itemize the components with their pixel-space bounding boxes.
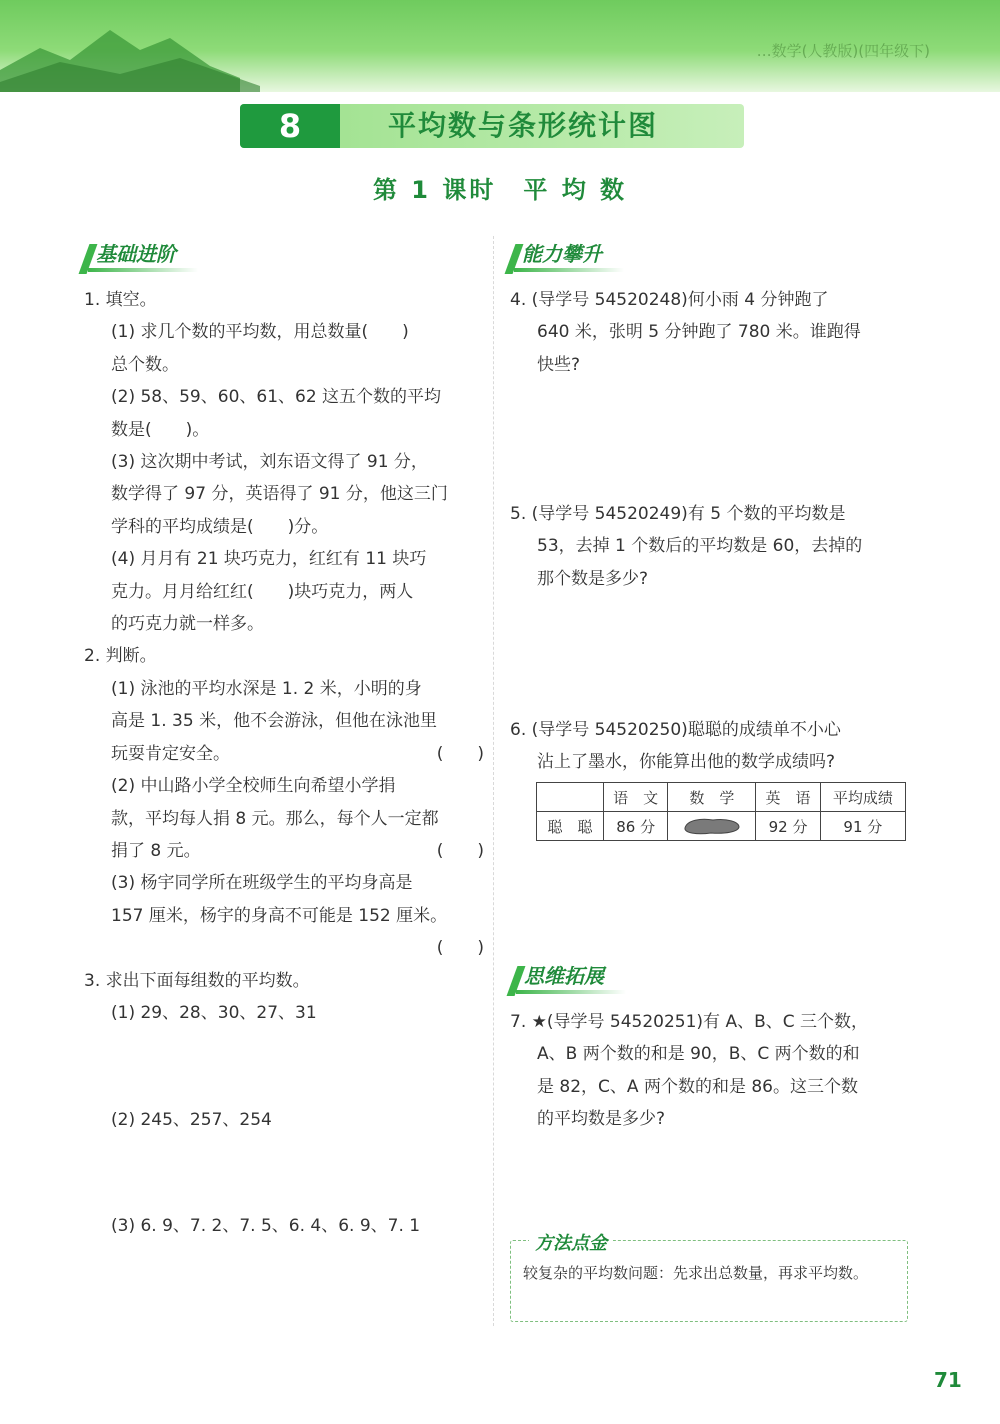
table-cell: 91 分 (820, 812, 905, 841)
q3-title: 3. 求出下面每组数的平均数。 (84, 970, 310, 991)
table-cell: 86 分 (604, 812, 668, 841)
table-header-cell: 英 语 (756, 783, 820, 812)
section-basic-title: 基础进阶 (96, 242, 176, 266)
q7 (510, 1006, 910, 1136)
q3-2: (2) 245、257、254 (111, 1110, 272, 1130)
q3-3-wrap (84, 1210, 484, 1242)
q7-line4: 的平均数是多少? (537, 1109, 666, 1130)
q1-4-line3: 的巧克力就一样多。 (111, 614, 264, 635)
q1-3-line1: (3) 这次期中考试，刘东语文得了 91 分， (111, 452, 428, 473)
q6-line2: 沾上了墨水，你能算出他的数学成绩吗? (537, 752, 836, 773)
table-row (537, 812, 906, 841)
section-thinking-title: 思维拓展 (524, 964, 604, 988)
q2-2-line2: 款，平均每人捐 8 元。那么，每个人一定都 (111, 808, 439, 829)
q4 (510, 284, 910, 381)
q6 (510, 714, 910, 779)
q1-2-line2: 数是( )。 (111, 419, 210, 440)
q4-line2: 640 米，张明 5 分钟跑了 780 米。谁跑得 (537, 322, 861, 343)
q2-2-answer-paren[interactable]: ( ) (436, 840, 484, 861)
q5 (510, 498, 910, 595)
q6-line1: 6. (导学号 54520250)聪聪的成绩单不小心 (510, 720, 841, 740)
chapter-header (240, 104, 744, 148)
q1-2-line1: (2) 58、59、60、61、62 这五个数的平均 (111, 387, 442, 408)
q5-line3: 那个数是多少? (537, 568, 649, 589)
ink-stain-cell (668, 812, 756, 841)
q4-line3: 快些? (537, 354, 581, 375)
method-tip-label: 方法点金 (529, 1229, 613, 1255)
left-questions (84, 284, 484, 1029)
q2-3-line2: 157 厘米，杨宇的身高不可能是 152 厘米。 (111, 905, 448, 926)
table-header-cell: 数 学 (668, 783, 756, 812)
lesson-title: 第 1 课时 平 均 数 (372, 176, 628, 204)
q3-1: (1) 29、28、30、27、31 (111, 1002, 317, 1023)
section-ability (510, 238, 640, 276)
q1-4-line2: 克力。月月给红红( )块巧克力，两人 (111, 581, 414, 602)
q2-1-line1: (1) 泳池的平均水深是 1. 2 米，小明的身 (111, 678, 422, 699)
section-thinking (512, 960, 642, 998)
q2-2-line1: (2) 中山路小学全校师生向希望小学捐 (111, 776, 396, 797)
q5-line2: 53，去掉 1 个数后的平均数是 60，去掉的 (537, 536, 863, 557)
chapter-number: 8 (240, 104, 340, 148)
banner-text: …数学(人教版)(四年级下) (756, 42, 930, 60)
q2-3-line1: (3) 杨宇同学所在班级学生的平均身高是 (111, 873, 413, 894)
page-banner (0, 0, 1000, 92)
table-cell: 92 分 (756, 812, 820, 841)
table-header-cell: 平均成绩 (820, 783, 905, 812)
q2-2-line3 (84, 835, 484, 867)
table-header-cell: 语 文 (604, 783, 668, 812)
q4-line1: 4. (导学号 54520248)何小雨 4 分钟跑了 (510, 290, 829, 310)
method-tip-text: 较复杂的平均数问题：先求出总数量，再求平均数。 (523, 1264, 869, 1282)
q3-3: (3) 6. 9、7. 2、7. 5、6. 4、6. 9、7. 1 (111, 1216, 421, 1236)
table-header-cell (537, 783, 604, 812)
q2-1-line3 (84, 738, 484, 770)
q1-4-line1: (4) 月月有 21 块巧克力，红红有 11 块巧 (111, 549, 427, 570)
q2-title: 2. 判断。 (84, 646, 157, 667)
q1-1-line1: (1) 求几个数的平均数，用总数量( ) (111, 322, 409, 343)
section-basic (84, 238, 214, 276)
q7-line2: A、B 两个数的和是 90，B、C 两个数的和 (537, 1044, 860, 1065)
q2-3-answer-paren[interactable]: ( ) (436, 938, 484, 959)
column-divider (493, 236, 494, 1326)
q2-1-line2: 高是 1. 35 米，他不会游泳，但他在泳池里 (111, 711, 438, 732)
q7-line1: 7. ★(导学号 54520251)有 A、B、C 三个数， (510, 1012, 869, 1032)
table-header-row (537, 783, 906, 812)
q2-2-text: 捐了 8 元。 (111, 840, 201, 861)
score-table (536, 782, 906, 841)
q2-1-answer-paren[interactable]: ( ) (436, 743, 484, 764)
q3-2-wrap (84, 1104, 484, 1136)
method-tip-box (510, 1233, 908, 1322)
q2-1-text: 玩耍肯定安全。 (111, 743, 230, 764)
table-cell: 聪 聪 (537, 812, 604, 841)
chapter-title: 平均数与条形统计图 (388, 109, 659, 142)
q1-title: 1. 填空。 (84, 290, 157, 310)
q1-3-line2: 数学得了 97 分，英语得了 91 分，他这三门 (111, 484, 448, 505)
page-number: 71 (934, 1368, 962, 1392)
section-ability-title: 能力攀升 (522, 242, 602, 266)
q1-3-line3: 学科的平均成绩是( )分。 (111, 516, 329, 537)
q7-line3: 是 82，C、A 两个数的和是 86。这三个数 (537, 1076, 858, 1097)
ink-stain-icon (681, 816, 743, 836)
q5-line1: 5. (导学号 54520249)有 5 个数的平均数是 (510, 504, 846, 524)
q1-1-line2: 总个数。 (111, 354, 179, 375)
